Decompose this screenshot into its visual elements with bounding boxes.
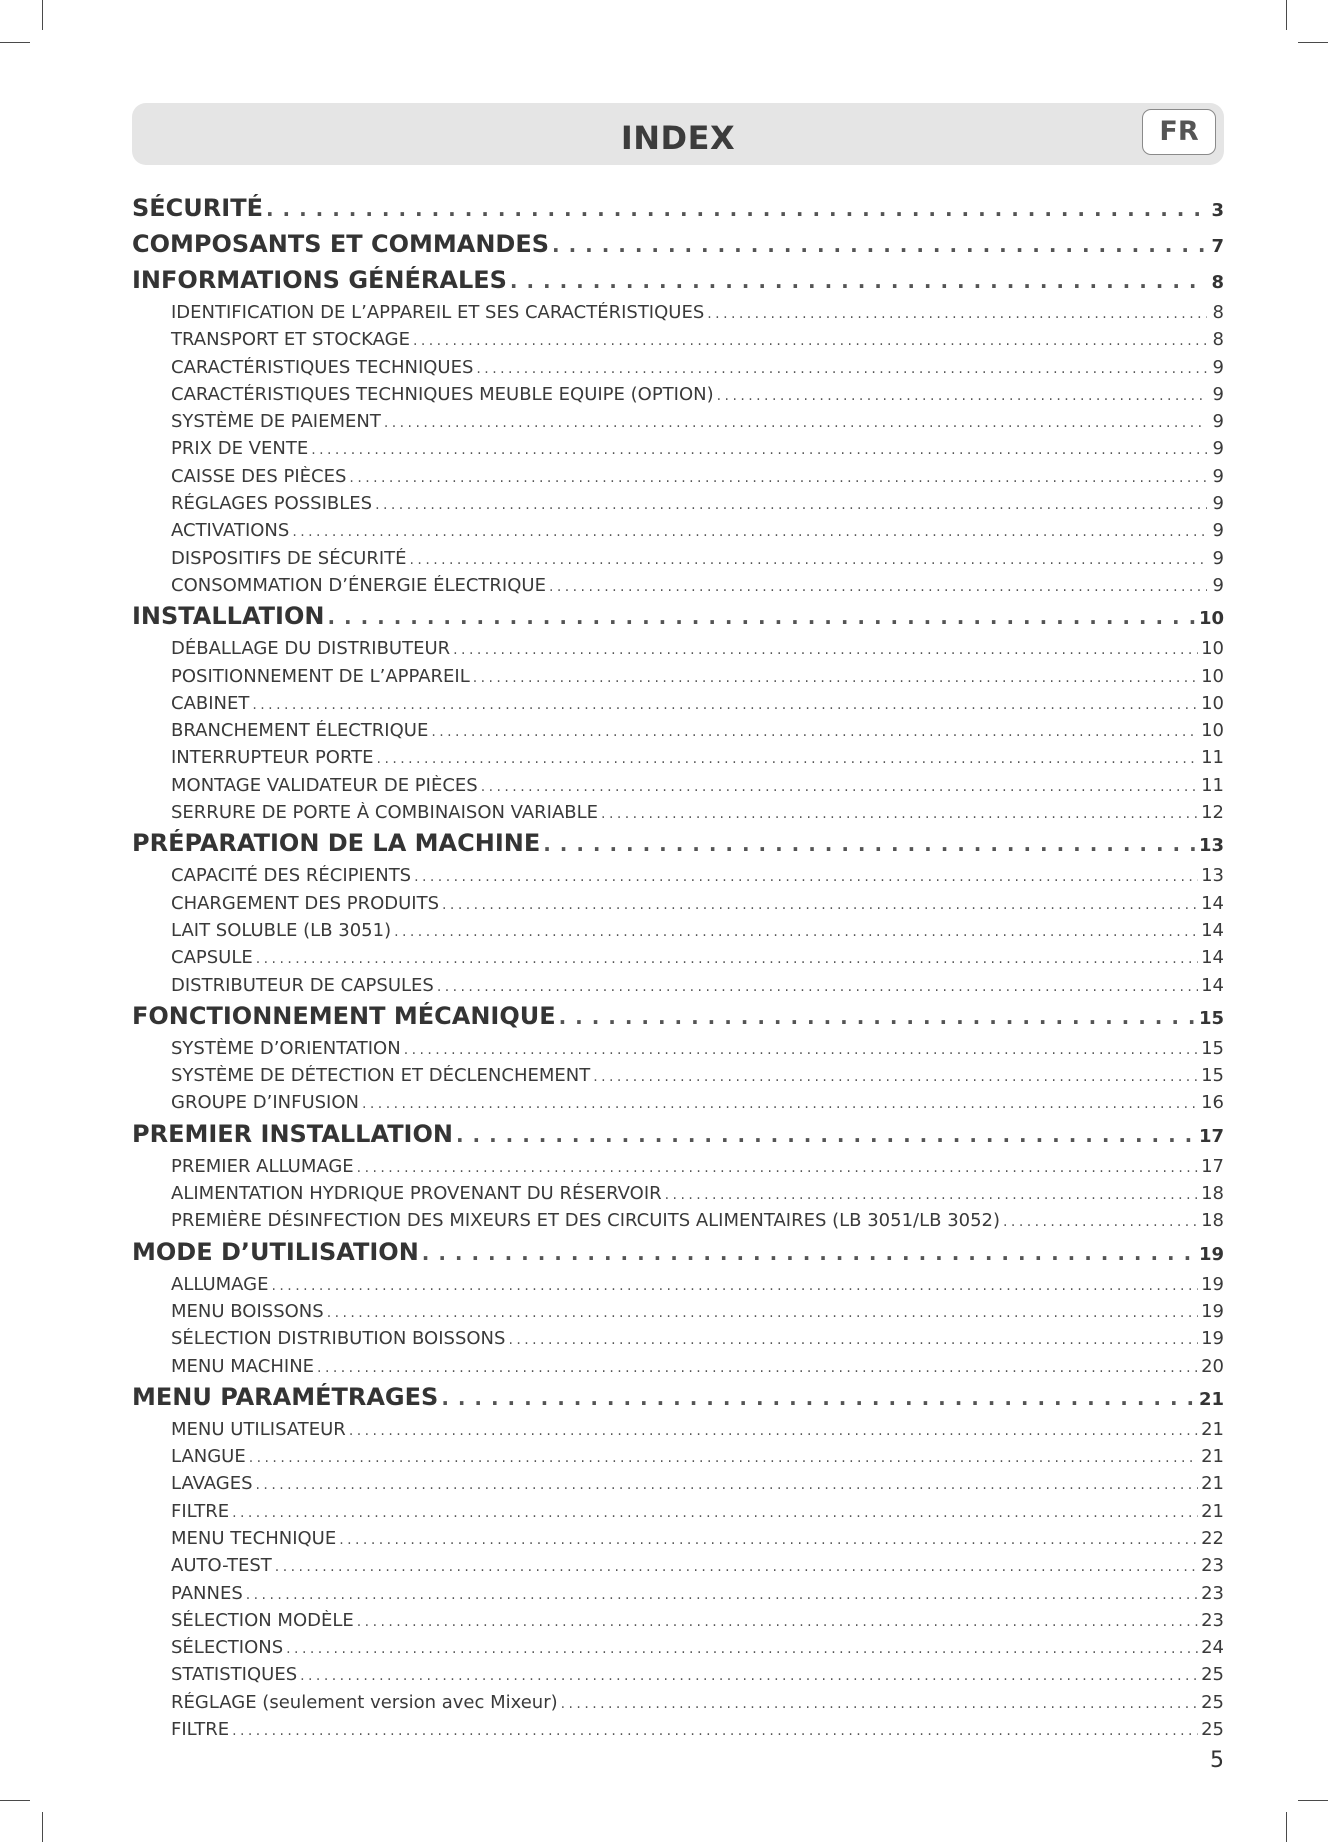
toc-entry-page: 23 xyxy=(1201,1609,1224,1631)
toc-entry-title: GROUPE D’INFUSION xyxy=(171,1092,359,1114)
toc-section xyxy=(132,1120,1224,1156)
toc-entry xyxy=(132,1446,1224,1473)
toc-entry-page: 10 xyxy=(1201,692,1224,714)
dot-leader xyxy=(561,1696,1198,1712)
dot-leader xyxy=(559,1005,1196,1029)
toc-entry-page: 18 xyxy=(1201,1210,1224,1232)
toc-entry-page: 13 xyxy=(1201,865,1224,887)
dot-leader xyxy=(593,1069,1198,1085)
toc-entry-title: SÉLECTIONS xyxy=(171,1637,284,1659)
crop-mark xyxy=(1298,1800,1328,1801)
toc-entry-page: 8 xyxy=(1212,302,1224,323)
toc-entry-title: ACTIVATIONS xyxy=(171,520,290,542)
dot-leader xyxy=(473,670,1198,686)
toc-entry xyxy=(132,920,1224,947)
toc-entry-page: 23 xyxy=(1201,1582,1224,1604)
toc-entry xyxy=(132,1583,1224,1610)
dot-leader xyxy=(717,388,1207,404)
toc-entry xyxy=(132,357,1224,384)
toc-entry xyxy=(132,1156,1224,1183)
toc-entry xyxy=(132,411,1224,438)
toc-entry-title: MONTAGE VALIDATEUR DE PIÈCES xyxy=(171,774,478,796)
toc-entry-title: SYSTÈME DE DÉTECTION ET DÉCLENCHEMENT xyxy=(171,1065,591,1087)
toc-entry-title: CAPSULE xyxy=(171,947,253,969)
toc-entry-page: 10 xyxy=(1201,720,1224,742)
dot-leader xyxy=(300,1668,1198,1684)
toc-section-page: 7 xyxy=(1211,236,1224,257)
dot-leader xyxy=(256,1477,1199,1493)
toc-entry-page: 9 xyxy=(1212,411,1224,433)
dot-leader xyxy=(311,442,1207,458)
toc-entry-title: SYSTÈME D’ORIENTATION xyxy=(171,1037,401,1059)
toc-entry-title: BRANCHEMENT ÉLECTRIQUE xyxy=(171,720,429,742)
dot-leader xyxy=(665,1187,1198,1203)
toc-entry-title: CABINET xyxy=(171,692,250,714)
toc-entry xyxy=(132,1610,1224,1637)
toc-entry-page: 25 xyxy=(1201,1691,1224,1713)
toc-entry xyxy=(132,1419,1224,1446)
dot-leader xyxy=(394,924,1198,940)
toc-entry-title: INTERRUPTEUR PORTE xyxy=(171,747,374,769)
toc-entry-page: 9 xyxy=(1212,356,1224,378)
crop-mark xyxy=(42,1812,43,1842)
toc-entry xyxy=(132,1065,1224,1092)
toc-entry-page: 15 xyxy=(1201,1037,1224,1059)
toc-entry xyxy=(132,1719,1224,1746)
toc-entry-page: 16 xyxy=(1201,1092,1224,1114)
toc-entry xyxy=(132,1038,1224,1065)
toc-section-title: PRÉPARATION DE LA MACHINE xyxy=(132,829,541,858)
toc-entry-title: PANNES xyxy=(171,1582,243,1604)
dot-leader xyxy=(375,497,1207,513)
toc-entry-page: 9 xyxy=(1212,520,1224,542)
toc-entry-page: 25 xyxy=(1201,1664,1224,1686)
toc-entry-title: ALLUMAGE xyxy=(171,1273,269,1295)
toc-entry-page: 22 xyxy=(1201,1527,1224,1549)
toc-section xyxy=(132,266,1224,302)
dot-leader xyxy=(1003,1214,1198,1230)
toc-entry-page: 9 xyxy=(1212,493,1224,515)
dot-leader xyxy=(232,1723,1198,1739)
toc-entry xyxy=(132,1664,1224,1691)
toc-section xyxy=(132,602,1224,638)
language-badge: FR xyxy=(1142,109,1216,155)
toc-entry-page: 23 xyxy=(1201,1555,1224,1577)
toc-entry-title: FILTRE xyxy=(171,1719,230,1741)
dot-leader xyxy=(437,979,1198,995)
toc-entry-title: RÉGLAGES POSSIBLES xyxy=(171,493,373,515)
toc-entry xyxy=(132,329,1224,356)
toc-section-page: 10 xyxy=(1198,608,1224,630)
toc-section xyxy=(132,1383,1224,1419)
toc-section-title: COMPOSANTS ET COMMANDES xyxy=(132,230,550,258)
toc-entry-title: PREMIÈRE DÉSINFECTION DES MIXEURS ET DES CIRCUITS ALIMENTAIRES (LB 3051/LB 3052) xyxy=(171,1210,1001,1232)
toc-entry-title: SÉLECTION DISTRIBUTION BOISSONS xyxy=(171,1328,506,1350)
toc-entry xyxy=(132,520,1224,547)
toc-section-page: 21 xyxy=(1198,1388,1224,1410)
toc-section-title: INFORMATIONS GÉNÉRALES xyxy=(132,266,507,294)
toc-entry xyxy=(132,575,1224,602)
toc-entry xyxy=(132,638,1224,665)
toc-section-title: FONCTIONNEMENT MÉCANIQUE xyxy=(132,1001,556,1030)
toc-entry-page: 17 xyxy=(1201,1155,1224,1177)
toc-entry-title: DÉBALLAGE DU DISTRIBUTEUR xyxy=(171,638,451,660)
toc-entry xyxy=(132,1328,1224,1355)
toc-entry-title: MENU MACHINE xyxy=(171,1355,315,1377)
toc-entry-page: 21 xyxy=(1201,1473,1224,1495)
dot-leader xyxy=(292,524,1207,540)
toc-entry-title: PRIX DE VENTE xyxy=(171,438,309,460)
toc-section-page: 17 xyxy=(1198,1125,1224,1147)
toc-entry xyxy=(132,1528,1224,1555)
toc-entry-title: LAVAGES xyxy=(171,1473,253,1495)
toc-section-title: INSTALLATION xyxy=(132,602,325,631)
toc-entry-title: MENU BOISSONS xyxy=(171,1300,324,1322)
toc-section xyxy=(132,194,1224,230)
dot-leader xyxy=(414,869,1198,885)
toc-entry-title: RÉGLAGE (seulement version avec Mixeur) xyxy=(171,1691,558,1713)
dot-leader xyxy=(441,1386,1196,1410)
dot-leader xyxy=(510,269,1207,293)
toc-entry xyxy=(132,1501,1224,1528)
dot-leader xyxy=(453,642,1198,658)
toc-entry xyxy=(132,1092,1224,1119)
toc-entry xyxy=(132,1274,1224,1301)
toc-entry-title: PREMIER ALLUMAGE xyxy=(171,1155,354,1177)
toc-section xyxy=(132,1238,1224,1274)
toc-entry-title: CHARGEMENT DES PRODUITS xyxy=(171,892,440,914)
toc-entry-page: 9 xyxy=(1212,465,1224,487)
toc-entry-page: 11 xyxy=(1201,774,1224,796)
dot-leader xyxy=(357,1614,1198,1630)
toc-section-page: 19 xyxy=(1198,1243,1224,1265)
toc-section-page: 13 xyxy=(1198,835,1224,857)
toc-entry-title: ALIMENTATION HYDRIQUE PROVENANT DU RÉSERVOIR xyxy=(171,1183,662,1205)
dot-leader xyxy=(317,1360,1198,1376)
toc-entry xyxy=(132,1210,1224,1237)
index-header xyxy=(132,103,1224,165)
page-title: INDEX xyxy=(620,119,736,157)
toc-entry-title: SYSTÈME DE PAIEMENT xyxy=(171,411,381,433)
toc-entry-page: 21 xyxy=(1201,1446,1224,1468)
toc-entry-page: 10 xyxy=(1201,665,1224,687)
toc-entry xyxy=(132,1637,1224,1664)
dot-leader xyxy=(404,1042,1198,1058)
toc-entry-title: FILTRE xyxy=(171,1500,230,1522)
toc-entry-page: 14 xyxy=(1201,892,1224,914)
toc-entry-page: 20 xyxy=(1201,1355,1224,1377)
dot-leader xyxy=(543,832,1196,856)
toc-entry-page: 24 xyxy=(1201,1637,1224,1659)
toc-entry-title: CONSOMMATION D’ÉNERGIE ÉLECTRIQUE xyxy=(171,574,546,596)
dot-leader xyxy=(349,470,1207,486)
toc-entry xyxy=(132,666,1224,693)
toc-entry-title: DISPOSITIFS DE SÉCURITÉ xyxy=(171,547,407,569)
toc-entry xyxy=(132,438,1224,465)
toc-section xyxy=(132,230,1224,266)
toc-entry xyxy=(132,1301,1224,1328)
crop-mark xyxy=(1286,1812,1287,1842)
toc-entry-page: 14 xyxy=(1201,974,1224,996)
toc-entry xyxy=(132,775,1224,802)
toc-entry-title: CAPACITÉ DES RÉCIPIENTS xyxy=(171,865,412,887)
toc-entry xyxy=(132,384,1224,411)
toc-entry-page: 14 xyxy=(1201,919,1224,941)
dot-leader xyxy=(422,1241,1196,1265)
toc-section xyxy=(132,829,1224,865)
toc-entry-page: 11 xyxy=(1201,747,1224,769)
toc-entry-title: CARACTÉRISTIQUES TECHNIQUES MEUBLE EQUIPE (OPTION) xyxy=(171,383,714,405)
toc-entry-page: 19 xyxy=(1201,1273,1224,1295)
toc-entry-page: 15 xyxy=(1201,1065,1224,1087)
dot-leader xyxy=(249,1450,1198,1466)
toc-entry xyxy=(132,865,1224,892)
toc-entry xyxy=(132,1183,1224,1210)
toc-entry-title: AUTO-TEST xyxy=(171,1555,272,1577)
toc-entry-title: DISTRIBUTEUR DE CAPSULES xyxy=(171,974,434,996)
toc-entry xyxy=(132,466,1224,493)
dot-leader xyxy=(552,233,1207,257)
toc-section-title: MODE D’UTILISATION xyxy=(132,1237,419,1266)
crop-mark xyxy=(1286,0,1287,30)
toc-entry-title: LAIT SOLUBLE (LB 3051) xyxy=(171,919,392,941)
toc-entry-title: TRANSPORT ET STOCKAGE xyxy=(171,329,410,351)
toc-entry xyxy=(132,1356,1224,1383)
toc-entry-title: CARACTÉRISTIQUES TECHNIQUES xyxy=(171,356,474,378)
toc-entry-page: 14 xyxy=(1201,947,1224,969)
dot-leader xyxy=(232,1505,1198,1521)
toc-entry-title: IDENTIFICATION DE L’APPAREIL ET SES CARACTÉRISTIQUES xyxy=(171,302,705,323)
toc-section-page: 8 xyxy=(1211,272,1224,293)
toc-entry xyxy=(132,747,1224,774)
toc-entry-page: 25 xyxy=(1201,1719,1224,1741)
toc-entry-page: 8 xyxy=(1212,329,1224,351)
toc-entry xyxy=(132,802,1224,829)
page-number: 5 xyxy=(1210,1748,1224,1773)
toc-entry xyxy=(132,302,1224,329)
dot-leader xyxy=(707,306,1207,322)
dot-leader xyxy=(357,1160,1198,1176)
toc-entry-title: POSITIONNEMENT DE L’APPAREIL xyxy=(171,665,470,687)
dot-leader xyxy=(442,897,1198,913)
toc-entry xyxy=(132,975,1224,1002)
toc-section-title: SÉCURITÉ xyxy=(132,194,263,222)
dot-leader xyxy=(266,197,1207,221)
dot-leader xyxy=(286,1641,1198,1657)
dot-leader xyxy=(256,951,1198,967)
toc-entry xyxy=(132,893,1224,920)
dot-leader xyxy=(601,806,1198,822)
dot-leader xyxy=(413,333,1207,349)
toc-entry-page: 9 xyxy=(1212,438,1224,460)
toc-entry-page: 9 xyxy=(1212,547,1224,569)
dot-leader xyxy=(246,1587,1198,1603)
toc-entry xyxy=(132,1555,1224,1582)
toc-entry-page: 10 xyxy=(1201,638,1224,660)
toc-section xyxy=(132,1002,1224,1038)
toc-entry xyxy=(132,720,1224,747)
toc-entry-page: 21 xyxy=(1201,1500,1224,1522)
toc-entry-page: 18 xyxy=(1201,1183,1224,1205)
dot-leader xyxy=(508,1332,1198,1348)
toc-section-title: PREMIER INSTALLATION xyxy=(132,1119,453,1148)
toc-entry xyxy=(132,693,1224,720)
crop-mark xyxy=(1298,42,1328,43)
dot-leader xyxy=(327,1305,1198,1321)
dot-leader xyxy=(362,1096,1198,1112)
toc-entry-title: MENU TECHNIQUE xyxy=(171,1527,337,1549)
toc-entry xyxy=(132,493,1224,520)
dot-leader xyxy=(481,779,1198,795)
toc-entry-title: SÉLECTION MODÈLE xyxy=(171,1609,354,1631)
toc-entry-page: 12 xyxy=(1201,802,1224,824)
table-of-contents xyxy=(132,194,1224,1746)
toc-section-page: 3 xyxy=(1211,200,1224,221)
toc-entry xyxy=(132,1473,1224,1500)
dot-leader xyxy=(456,1123,1196,1147)
toc-entry-page: 19 xyxy=(1201,1300,1224,1322)
toc-section-title: MENU PARAMÉTRAGES xyxy=(132,1382,439,1411)
crop-mark xyxy=(42,0,43,30)
toc-entry xyxy=(132,947,1224,974)
crop-mark xyxy=(0,1800,30,1801)
dot-leader xyxy=(377,751,1199,767)
toc-entry xyxy=(132,1692,1224,1719)
toc-entry-page: 19 xyxy=(1201,1328,1224,1350)
toc-entry-title: MENU UTILISATEUR xyxy=(171,1418,346,1440)
dot-leader xyxy=(275,1559,1198,1575)
dot-leader xyxy=(339,1532,1198,1548)
toc-entry-title: CAISSE DES PIÈCES xyxy=(171,465,347,487)
toc-entry-page: 9 xyxy=(1212,574,1224,596)
dot-leader xyxy=(272,1278,1199,1294)
crop-mark xyxy=(0,42,30,43)
toc-entry-page: 9 xyxy=(1212,383,1224,405)
dot-leader xyxy=(410,552,1207,568)
dot-leader xyxy=(384,415,1207,431)
toc-entry-title: STATISTIQUES xyxy=(171,1664,298,1686)
dot-leader xyxy=(549,579,1207,595)
dot-leader xyxy=(327,605,1195,629)
toc-entry-title: SERRURE DE PORTE À COMBINAISON VARIABLE xyxy=(171,802,599,824)
toc-entry-page: 21 xyxy=(1201,1418,1224,1440)
dot-leader xyxy=(431,724,1198,740)
toc-entry-title: LANGUE xyxy=(171,1446,246,1468)
dot-leader xyxy=(476,361,1207,377)
toc-entry xyxy=(132,548,1224,575)
dot-leader xyxy=(252,697,1198,713)
dot-leader xyxy=(349,1423,1198,1439)
toc-section-page: 15 xyxy=(1198,1007,1224,1029)
